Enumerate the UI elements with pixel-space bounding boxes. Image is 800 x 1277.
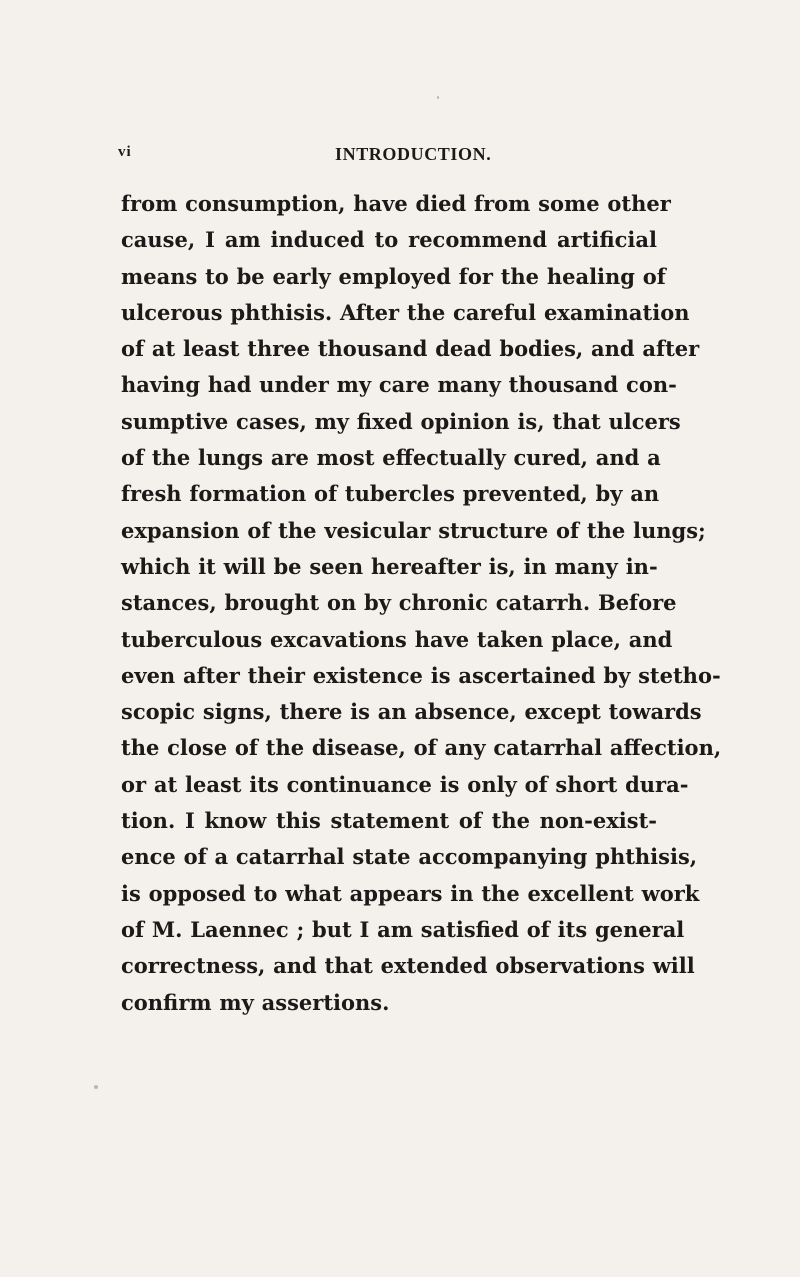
text-line: even after their existence is ascertained by stetho- bbox=[121, 662, 721, 688]
text-line: ulcerous phthisis. After the careful examination bbox=[121, 299, 690, 325]
text-line: sumptive cases, my fixed opinion is, that ulcers bbox=[121, 408, 681, 434]
text-line: which it will be seen hereafter is, in many in- bbox=[121, 553, 658, 579]
text-line: tuberculous excavations have taken place, and bbox=[121, 626, 673, 652]
paper-speck bbox=[94, 1085, 98, 1089]
text-line: fresh formation of tubercles prevented, by an bbox=[121, 481, 660, 507]
text-line: confirm my assertions. bbox=[121, 989, 390, 1015]
text-line: or at least its continuance is only of short dura- bbox=[121, 771, 689, 797]
text-line: cause, I am induced to recommend artificial bbox=[121, 227, 657, 253]
text-line: the close of the disease, of any catarrhal affection, bbox=[121, 735, 722, 761]
text-line: ence of a catarrhal state accompanying phthisis, bbox=[121, 844, 698, 870]
text-line: having had under my care many thousand con- bbox=[121, 372, 677, 398]
text-line: of at least three thousand dead bodies, and after bbox=[121, 336, 700, 362]
text-line: correctness, and that extended observations will bbox=[121, 953, 695, 979]
text-line: of the lungs are most effectually cured, and a bbox=[121, 445, 661, 471]
text-line: means to be early employed for the healing of bbox=[121, 263, 666, 289]
text-line: expansion of the vesicular structure of the lungs; bbox=[121, 517, 706, 543]
text-line: of M. Laennec ; but I am satisfied of its general bbox=[121, 916, 685, 942]
text-line: is opposed to what appears in the excellent work bbox=[121, 880, 700, 906]
running-head: INTRODUCTION. bbox=[335, 144, 492, 164]
text-line: tion. I know this statement of the non-exist- bbox=[121, 808, 657, 834]
page-number: vi bbox=[118, 144, 132, 160]
text-line: from consumption, have died from some other bbox=[121, 191, 671, 216]
page-header bbox=[118, 144, 663, 166]
body-text bbox=[121, 186, 722, 1021]
text-line: stances, brought on by chronic catarrh. Before bbox=[121, 590, 677, 616]
paper-speck bbox=[437, 96, 439, 99]
text-line: scopic signs, there is an absence, except towards bbox=[121, 699, 702, 725]
